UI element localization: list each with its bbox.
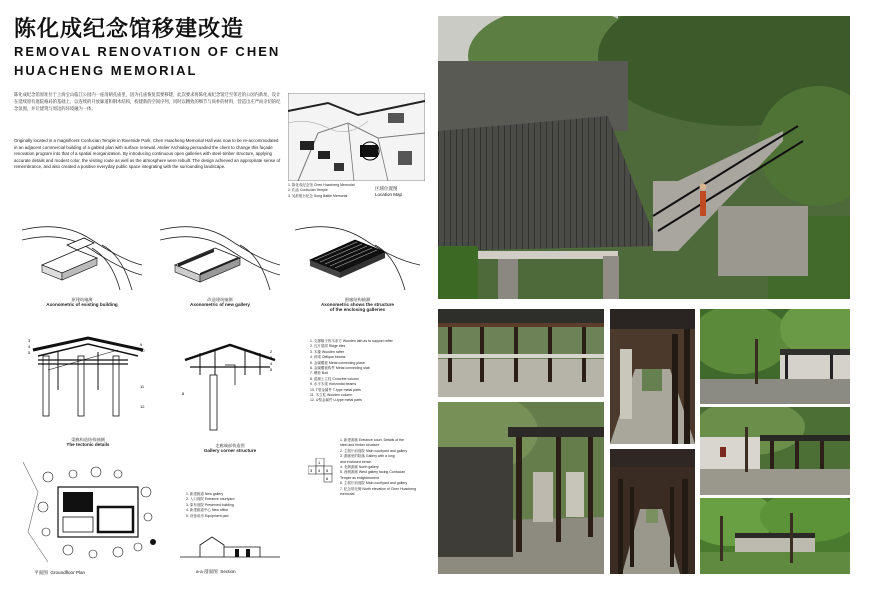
photo-tree-courtyard: [700, 407, 850, 495]
groundfloor-plan: [18, 462, 163, 567]
section-caption: [196, 569, 236, 575]
photo-north-elevation: [700, 498, 850, 574]
axonometric-caption-2: [160, 297, 280, 307]
structure-legend-item: 7. 螺栓 Bolt: [310, 371, 328, 376]
plan-legend-item: 3. 原有庭院 Preserved building: [186, 502, 234, 507]
svg-text:8: 8: [182, 391, 185, 396]
tectonic-caption: [28, 437, 148, 447]
tectonic-en: The tectonic details: [66, 442, 110, 448]
svg-text:11: 11: [140, 384, 145, 389]
photo-legend-item: memorial: [340, 492, 355, 497]
photo-legend: [340, 438, 435, 497]
svg-text:5: 5: [326, 468, 329, 473]
structure-legend-item: 12. U型金属件 U-type metal parts: [310, 398, 362, 403]
location-legend-3: 3. 吴淞炮台纪念 Song Battle Memorial: [288, 193, 348, 198]
plan-legend-item: 1. 新建廊道 New gallery: [186, 492, 224, 496]
location-legend: [288, 183, 368, 199]
axonometric-caption-3: [295, 297, 420, 313]
photo-narrow-corridor: [610, 449, 695, 574]
gallery-corner-drawing: [180, 335, 280, 435]
photo-legend-item: 7. 纪念馆北侧 North elevation of Chen Huacheng: [340, 486, 417, 491]
location-title-cn: 区域位置图: [375, 186, 398, 191]
svg-text:4: 4: [28, 344, 31, 349]
structure-legend-item: 9. 水平木梁 Horizontal beams: [310, 382, 357, 387]
photo-legend-item: and enclosed bench: [340, 459, 372, 464]
structure-legend-item: 5. 金属覆板 Metal connecting plane: [310, 360, 365, 365]
section-en: Section: [220, 569, 236, 574]
axonometric-new-gallery: [160, 210, 280, 290]
svg-text:4: 4: [318, 468, 321, 473]
svg-text:5: 5: [270, 367, 273, 372]
plan-legend-item: 4. 新建廊道中心 New office: [186, 508, 229, 513]
structure-legend-item: 8. 混凝土立柱 Concrete column: [310, 376, 359, 381]
axo3-en: Axonometric shows the structure: [320, 302, 394, 308]
intro-cn: 陈化成纪念馆原址位于上海宝山临江公园内一座清朝孔庙里，因为孔庙恢复需要移建，此次要求将陈化成纪念馆迁至邻近的公园内新址，设计在延续原有庭院格局的基础上，以连续的开放廊道和钢木结构，构建新的空间序列，同时以精致的细节与质朴的材料，营造出庄严而亲切的纪念氛围，并让建筑与周边的环境融为一体。: [14, 92, 281, 111]
svg-text:3: 3: [28, 338, 31, 343]
photo-main-roof-stair: [438, 16, 850, 299]
plan-legend-item: 2. 入口庭院 Entrance courtyard: [186, 497, 235, 502]
title-en-line1: REMOVAL RENOVATION OF CHEN: [14, 44, 281, 59]
svg-text:3: 3: [270, 355, 273, 360]
ground-cn: 平面图: [34, 570, 48, 575]
structure-legend-item: 6. 金属覆板构件 Metal connecting slab: [310, 366, 370, 371]
ground-en: Groundfloor Plan: [50, 570, 86, 575]
svg-text:6: 6: [326, 476, 329, 481]
svg-text:5: 5: [28, 350, 31, 355]
groundfloor-caption: [34, 570, 85, 576]
axonometric-structure: [295, 210, 420, 290]
section-cn: a-a 剖面图: [196, 569, 218, 574]
svg-text:2: 2: [270, 349, 273, 354]
photo-gallery-courtyard: [438, 402, 604, 574]
location-title-en: Location Map: [375, 192, 403, 197]
tectonic-detail-drawing: [28, 330, 148, 430]
plan-legend-item: 5. 设备用房 Equipment pad: [186, 513, 229, 518]
structure-legend: [310, 339, 430, 404]
gallery-corner-caption: [170, 443, 290, 453]
photo-legend-item: 5. 西侧游廊 West gallery facing Confucian: [340, 470, 406, 475]
axonometric-caption-1: [22, 297, 142, 307]
axonometric-existing: [22, 210, 142, 290]
location-map-title: [375, 186, 402, 198]
axo3-cn: 围廊结构轴测: [344, 297, 371, 302]
photo-legend-item: Temple as enlightenment: [340, 475, 379, 480]
structure-legend-item: 10. T型金属件 T-type metal parts: [310, 387, 361, 392]
structure-legend-item: 3. 木椽 Wooden rafter: [310, 349, 344, 354]
axo2-en: Axonometric of new gallery: [190, 302, 250, 308]
axo2-cn: 改造建筑轴测: [207, 297, 233, 302]
photo-legend-item: 3. 游廊里的院落 Gallery with a long: [340, 454, 395, 459]
photo-corridor-perspective: [610, 309, 695, 444]
location-legend-1: 1. 陈化成纪念馆 Chen Huacheng Memorial: [288, 183, 355, 187]
axo1-cn: 原建筑轴测: [71, 297, 93, 302]
structure-legend-item: 4. 斜梁 Oblique beams: [310, 355, 346, 360]
photo-key-plan: [308, 458, 334, 484]
section-drawing: [180, 533, 280, 561]
photo-legend-item: 6. 主展厅前庭院 Main courtyard and gallery: [340, 481, 408, 486]
svg-text:12: 12: [140, 404, 145, 409]
corner-en: Gallery corner structure: [203, 448, 257, 454]
title-en-line2: HUACHENG MEMORIAL: [14, 63, 198, 78]
structure-legend-item: 1. 支撑椽子的木条方 Wooden lath as to support rafter: [310, 339, 393, 343]
corner-cn: 走廊端部构造图: [215, 443, 245, 448]
structure-legend-item: 11. 木立柱 Wooden column: [310, 393, 353, 398]
svg-text:9: 9: [140, 342, 143, 347]
structure-legend-item: 2. 瓦片屋面 Ridge tiles: [310, 344, 346, 349]
svg-text:3: 3: [310, 468, 313, 473]
plan-legend: [186, 492, 291, 519]
photo-legend-item: 2. 主展厅前庭院 Main courtyard and gallery: [340, 448, 408, 453]
photo-gallery-colonnade: [438, 309, 604, 397]
tectonic-cn: 梁廊构造结构轴测: [71, 437, 105, 442]
svg-text:4: 4: [270, 361, 273, 366]
intro-en: Originally located in a magnificent Confucian Temple in Riverside Park, Chen Huacheng Memorial Hall was now to be re-accommodated in an adjacent commercial building of a gabled plan with surface renewal. Atelier Archialog persuaded the client to change this façade renovation program into that of a spatial reorganization. By introducing continuous open galleries with steel-timber structure, applying accurate details and modest color, the visiting route as well as the atmosphere were rebuilt. The design achieved an appropriate sense of remembrance, and also created a positive everyday public space integrating with the surrounding landscape.: [14, 138, 281, 170]
photo-courtyard-trees: [700, 309, 850, 404]
axo1-en: Axonometric of existing building: [46, 302, 118, 308]
photo-legend-item: 1. 新建游廊 Entrance court. Details of the: [340, 438, 404, 442]
svg-text:10: 10: [140, 348, 145, 353]
photo-legend-item: 4. 北侧游廊 North gallery: [340, 465, 379, 470]
location-map: [288, 93, 425, 181]
title-en: [14, 42, 314, 80]
axo3-en2: of the enclosing galleries: [329, 307, 386, 313]
svg-text:1: 1: [318, 460, 321, 465]
photo-legend-item: steel and timber structure: [340, 443, 380, 448]
title-cn: 陈化成纪念馆移建改造: [14, 16, 245, 41]
location-legend-2: 2. 孔庙 Confucian Temple: [288, 188, 328, 193]
